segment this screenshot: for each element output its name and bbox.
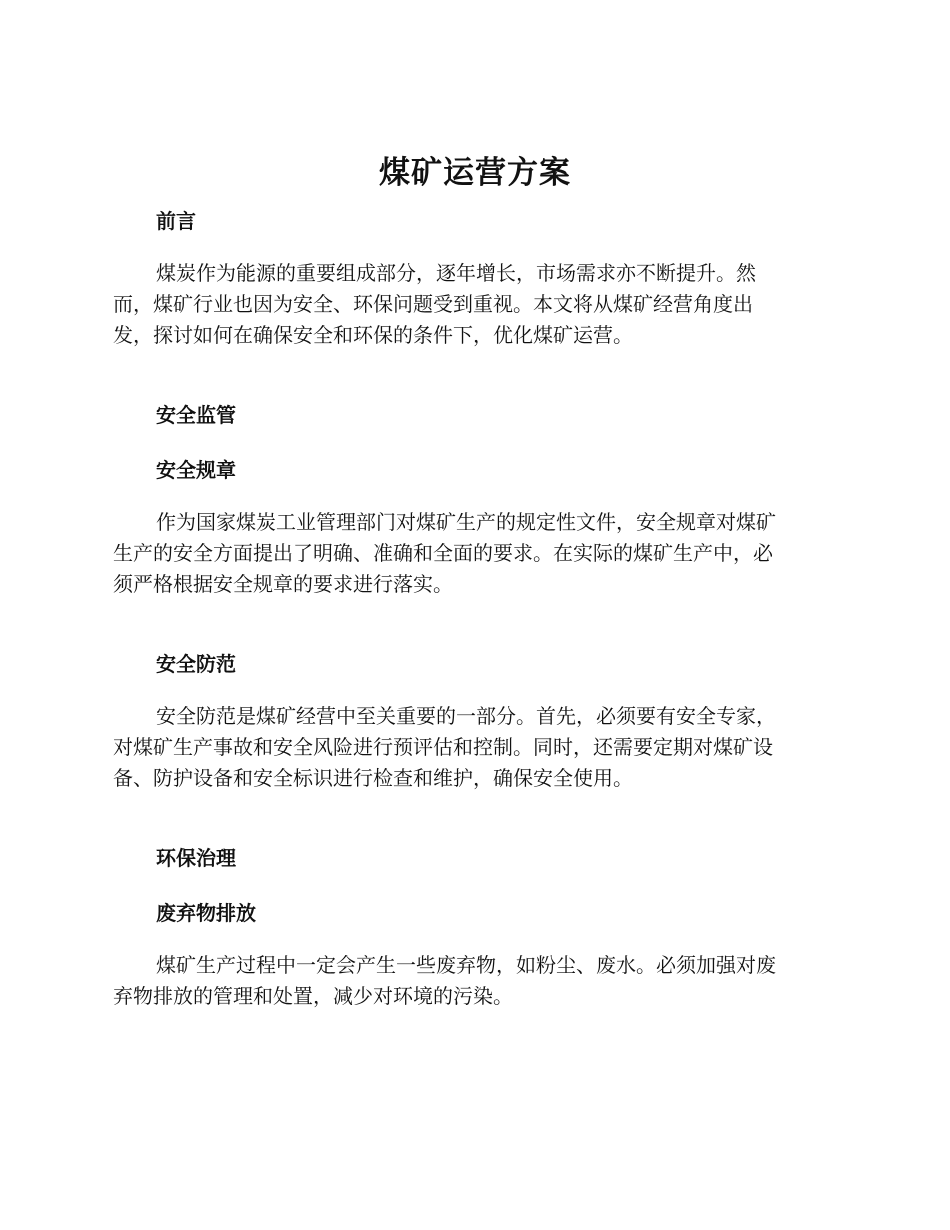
section-heading-safety-supervision: 安全监管: [156, 403, 236, 427]
section-heading-safety-regulations: 安全规章: [156, 458, 236, 482]
paragraph-line: 而，煤矿行业也因为安全、环保问题受到重视。本文将从煤矿经营角度出: [113, 292, 753, 316]
paragraph-line: 安全防范是煤矿经营中至关重要的一部分。首先，必须要有安全专家，: [156, 704, 776, 728]
document-title: 煤矿运营方案: [379, 155, 571, 191]
paragraph-safety-regulations: [113, 507, 833, 600]
paragraph-line: 须严格根据安全规章的要求进行落实。: [113, 572, 453, 596]
paragraph-waste-discharge: [113, 950, 833, 1012]
paragraph-line: 发，探讨如何在确保安全和环保的条件下，优化煤矿运营。: [113, 323, 633, 347]
section-heading-preface: 前言: [156, 209, 196, 233]
section-heading-waste-discharge: 废弃物排放: [156, 901, 256, 925]
paragraph-line: 对煤矿生产事故和安全风险进行预评估和控制。同时，还需要定期对煤矿设: [113, 735, 773, 759]
paragraph-line: 弃物排放的管理和处置，减少对环境的污染。: [113, 984, 513, 1008]
paragraph-line: 作为国家煤炭工业管理部门对煤矿生产的规定性文件，安全规章对煤矿: [156, 510, 776, 534]
paragraph-line: 备、防护设备和安全标识进行检查和维护，确保安全使用。: [113, 766, 633, 790]
paragraph-preface: [113, 258, 833, 351]
paragraph-line: 煤炭作为能源的重要组成部分，逐年增长，市场需求亦不断提升。然: [156, 261, 756, 285]
section-heading-environmental-governance: 环保治理: [156, 846, 236, 870]
paragraph-line: 煤矿生产过程中一定会产生一些废弃物，如粉尘、废水。必须加强对废: [156, 953, 776, 977]
paragraph-safety-prevention: [113, 701, 833, 794]
paragraph-line: 生产的安全方面提出了明确、准确和全面的要求。在实际的煤矿生产中，必: [113, 541, 773, 565]
section-heading-safety-prevention: 安全防范: [156, 652, 236, 676]
